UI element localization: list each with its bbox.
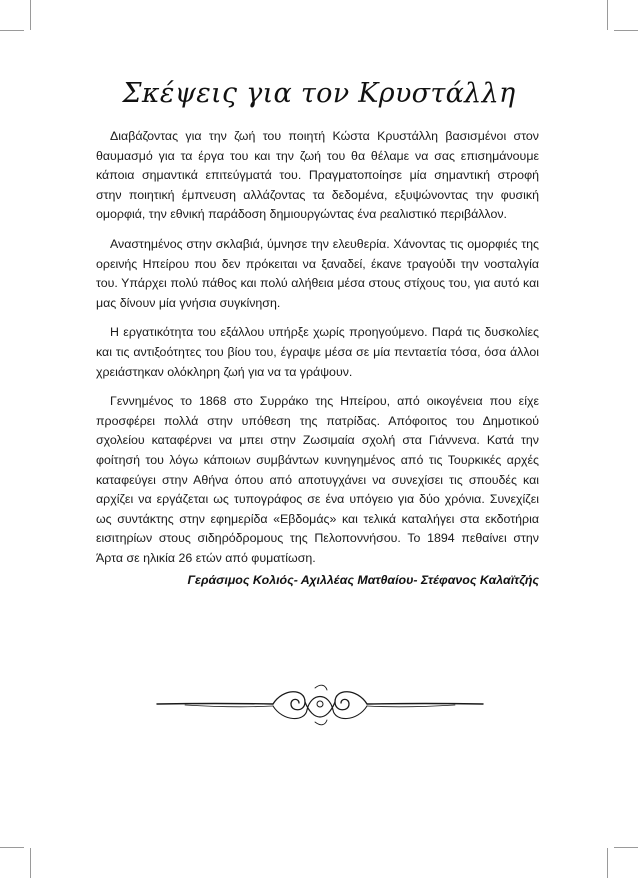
page-title: Σκέψεις για τον Κρυστάλλη <box>122 78 516 109</box>
scroll-flourish-ornament-icon <box>155 682 485 728</box>
crop-mark-bottom-right-vertical <box>607 848 608 878</box>
crop-mark-bottom-right-horizontal <box>614 847 638 848</box>
paragraph: Αναστημένος στην σκλαβιά, ύμνησε την ελευθερία. Χάνοντας τις ομορφιές της ορεινής Ηπείρου που δεν πρόκειται να ξαναδεί, έκανε τραγούδι την νοσταλγία του. Υπάρχει πολύ πάθος και πολύ αλήθεια μέσα στους στίχους του, για αυτό και μας δίνουν μία γνήσια συγκίνηση. <box>96 236 539 310</box>
crop-mark-top-left-vertical <box>30 0 31 30</box>
crop-mark-top-right-horizontal <box>614 30 638 31</box>
paragraph: Η εργατικότητα του εξάλλου υπήρξε χωρίς προηγούμενο. Παρά τις δυσκολίες και τις αντιξοότητες του βίου του, έγραψε μέσα σε μία πενταετία τόσα, όσα άλλοι χρειάστηκαν ολόκληρη ζωή για να τα γράψουν. <box>96 325 539 379</box>
article-body <box>96 127 539 578</box>
crop-mark-top-left-horizontal <box>0 30 24 31</box>
crop-mark-bottom-left-horizontal <box>0 847 24 848</box>
paragraph: Διαβάζοντας για την ζωή του ποιητή Κώστα Κρυστάλλη βασισμένοι στον θαυμασμό για τα έργα του και την ζωή του θα θέλαμε να σας επισημάνουμε κάποια σημαντικά επιτεύγματά του. Πραγματοποίησε μία σημαντική στροφή στην ποιητική έμπνευση αλλάζοντας τα δεδομένα, εξυψώνοντας την φυσική ομορφιά, την εθνική παράδοση δημιουργώντας ένα ρεαλιστικό περιβάλλον. <box>96 129 539 222</box>
crop-mark-bottom-left-vertical <box>30 848 31 878</box>
crop-mark-top-right-vertical <box>607 0 608 30</box>
paragraph: Γεννημένος το 1868 στο Συρράκο της Ηπείρου, από οικογένεια που είχε προσφέρει πολλά στην υπόθεση της πατρίδας. Απόφοιτος του Δημοτικού σχολείου καταφέρνει να μπει στην Ζωσιμαία σχολή στα Γιάννενα. Κατά την φοίτησή του λόγω κάποιων συμβάντων κυνηγημένος από τις Τουρκικές αρχές καταφεύγει στην Αθήνα όπου από αποτυγχάνει να συνεχίσει τις σπουδές και αρχίζει να εργάζεται ως τυπογράφος σε ένα υπόγειο για δύο χρόνια. Συνεχίζει ως συντάκτης στην εφημερίδα «Εβδομάς» και τελικά καταλήγει στα εκδοτήρια εισιτηρίων στους σιδηρόδρομους της Πελοποννήσου. Το 1894 πεθαίνει στην Άρτα σε ηλικία 26 ετών από φυματίωση. <box>96 394 539 565</box>
authors-signature: Γεράσιμος Κολιός- Αχιλλέας Ματθαίου- Στέφανος Καλαϊτζής <box>187 573 539 587</box>
